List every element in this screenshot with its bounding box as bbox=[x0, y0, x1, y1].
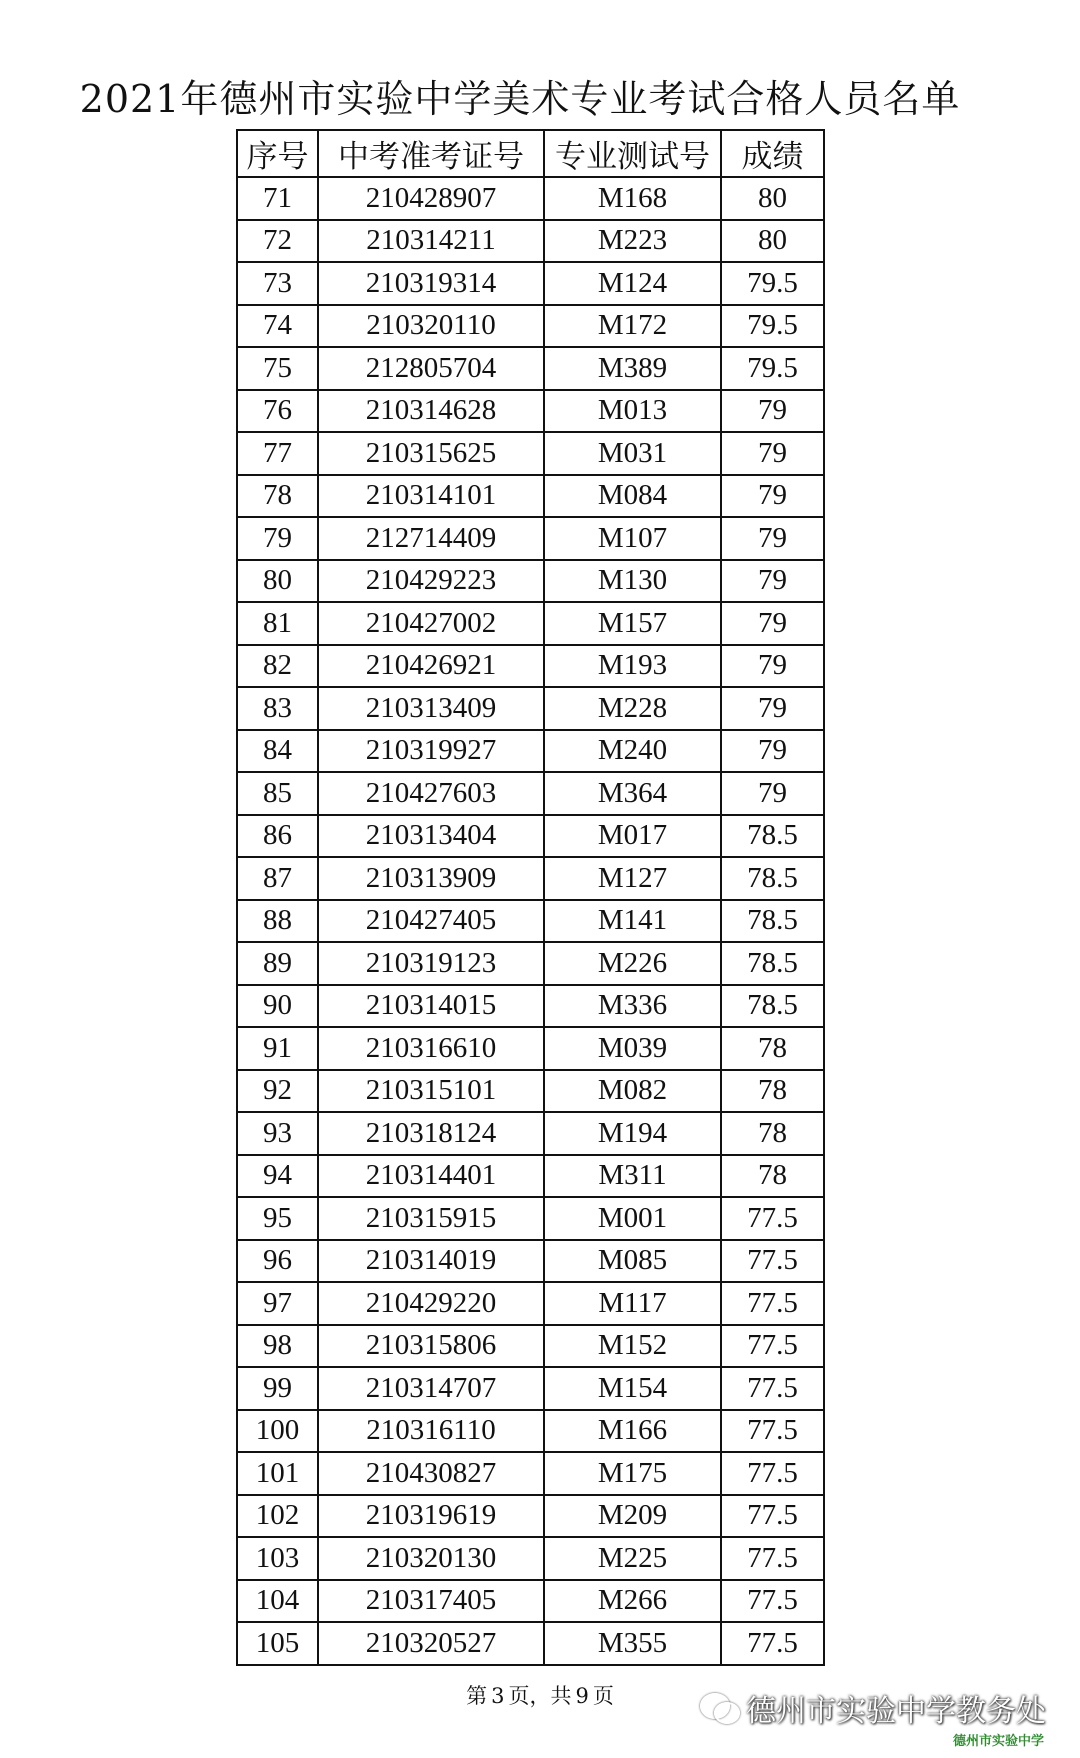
cell-exam-ticket: 210429223 bbox=[318, 560, 544, 603]
cell-exam-ticket: 210427603 bbox=[318, 772, 544, 815]
cell-score: 78.5 bbox=[721, 900, 824, 943]
cell-test-number: M127 bbox=[544, 857, 721, 900]
cell-exam-ticket: 210315806 bbox=[318, 1325, 544, 1368]
cell-test-number: M355 bbox=[544, 1622, 721, 1665]
watermark-text: 德州市实验中学教务处 bbox=[746, 1694, 1046, 1729]
table-row bbox=[237, 1622, 824, 1665]
table-row bbox=[237, 1197, 824, 1240]
cell-test-number: M084 bbox=[544, 475, 721, 518]
cell-test-number: M130 bbox=[544, 560, 721, 603]
table-row bbox=[237, 1580, 824, 1623]
cell-seq: 101 bbox=[237, 1452, 318, 1495]
cell-seq: 83 bbox=[237, 687, 318, 730]
cell-seq: 74 bbox=[237, 305, 318, 348]
cell-score: 77.5 bbox=[721, 1367, 824, 1410]
cell-test-number: M225 bbox=[544, 1537, 721, 1580]
cell-seq: 81 bbox=[237, 602, 318, 645]
cell-exam-ticket: 210316610 bbox=[318, 1027, 544, 1070]
cell-seq: 79 bbox=[237, 517, 318, 560]
cell-exam-ticket: 210319123 bbox=[318, 942, 544, 985]
header-test-number: 专业测试号 bbox=[544, 130, 721, 177]
cell-score: 79 bbox=[721, 560, 824, 603]
cell-seq: 89 bbox=[237, 942, 318, 985]
cell-test-number: M175 bbox=[544, 1452, 721, 1495]
table-row bbox=[237, 985, 824, 1028]
cell-seq: 100 bbox=[237, 1410, 318, 1453]
cell-seq: 93 bbox=[237, 1112, 318, 1155]
cell-test-number: M017 bbox=[544, 815, 721, 858]
cell-exam-ticket: 210313404 bbox=[318, 815, 544, 858]
cell-seq: 104 bbox=[237, 1580, 318, 1623]
cell-score: 79 bbox=[721, 645, 824, 688]
table-row bbox=[237, 1325, 824, 1368]
cell-seq: 75 bbox=[237, 347, 318, 390]
cell-score: 77.5 bbox=[721, 1240, 824, 1283]
cell-seq: 92 bbox=[237, 1070, 318, 1113]
cell-exam-ticket: 210315625 bbox=[318, 432, 544, 475]
cell-exam-ticket: 210319314 bbox=[318, 262, 544, 305]
cell-score: 78 bbox=[721, 1112, 824, 1155]
cell-seq: 72 bbox=[237, 220, 318, 263]
table-row bbox=[237, 220, 824, 263]
cell-test-number: M226 bbox=[544, 942, 721, 985]
cell-test-number: M364 bbox=[544, 772, 721, 815]
cell-exam-ticket: 210319619 bbox=[318, 1495, 544, 1538]
cell-seq: 94 bbox=[237, 1155, 318, 1198]
watermark-subtext: 德州市实验中学 bbox=[952, 1734, 1044, 1749]
cell-test-number: M085 bbox=[544, 1240, 721, 1283]
table-row bbox=[237, 602, 824, 645]
cell-seq: 97 bbox=[237, 1282, 318, 1325]
cell-score: 80 bbox=[721, 177, 824, 220]
total-pages: 9 bbox=[575, 1684, 589, 1708]
cell-score: 79 bbox=[721, 772, 824, 815]
cell-exam-ticket: 210320527 bbox=[318, 1622, 544, 1665]
cell-score: 77.5 bbox=[721, 1622, 824, 1665]
cell-test-number: M311 bbox=[544, 1155, 721, 1198]
cell-score: 79 bbox=[721, 730, 824, 773]
cell-exam-ticket: 210315101 bbox=[318, 1070, 544, 1113]
table-row bbox=[237, 1070, 824, 1113]
table-row bbox=[237, 390, 824, 433]
cell-seq: 77 bbox=[237, 432, 318, 475]
table-body bbox=[237, 177, 824, 1665]
cell-score: 78.5 bbox=[721, 985, 824, 1028]
table-row bbox=[237, 475, 824, 518]
cell-exam-ticket: 210317405 bbox=[318, 1580, 544, 1623]
cell-exam-ticket: 210430827 bbox=[318, 1452, 544, 1495]
cell-seq: 103 bbox=[237, 1537, 318, 1580]
cell-exam-ticket: 210313409 bbox=[318, 687, 544, 730]
cell-test-number: M154 bbox=[544, 1367, 721, 1410]
cell-score: 78.5 bbox=[721, 815, 824, 858]
cell-exam-ticket: 210314628 bbox=[318, 390, 544, 433]
cell-score: 79.5 bbox=[721, 305, 824, 348]
table-row bbox=[237, 772, 824, 815]
cell-seq: 105 bbox=[237, 1622, 318, 1665]
cell-seq: 71 bbox=[237, 177, 318, 220]
cell-test-number: M039 bbox=[544, 1027, 721, 1070]
cell-exam-ticket: 210427405 bbox=[318, 900, 544, 943]
header-seq: 序号 bbox=[237, 130, 318, 177]
cell-score: 77.5 bbox=[721, 1325, 824, 1368]
table-row bbox=[237, 942, 824, 985]
cell-exam-ticket: 210314707 bbox=[318, 1367, 544, 1410]
cell-test-number: M107 bbox=[544, 517, 721, 560]
cell-score: 79 bbox=[721, 390, 824, 433]
table-row bbox=[237, 177, 824, 220]
cell-test-number: M193 bbox=[544, 645, 721, 688]
cell-seq: 84 bbox=[237, 730, 318, 773]
cell-score: 80 bbox=[721, 220, 824, 263]
cell-test-number: M013 bbox=[544, 390, 721, 433]
table-row bbox=[237, 900, 824, 943]
cell-exam-ticket: 210426921 bbox=[318, 645, 544, 688]
cell-seq: 85 bbox=[237, 772, 318, 815]
cell-seq: 98 bbox=[237, 1325, 318, 1368]
cell-score: 79 bbox=[721, 432, 824, 475]
cell-score: 78 bbox=[721, 1070, 824, 1113]
cell-score: 78 bbox=[721, 1027, 824, 1070]
cell-seq: 82 bbox=[237, 645, 318, 688]
table-row bbox=[237, 1240, 824, 1283]
table-header-row bbox=[237, 130, 824, 177]
cell-test-number: M152 bbox=[544, 1325, 721, 1368]
table-row bbox=[237, 645, 824, 688]
cell-test-number: M082 bbox=[544, 1070, 721, 1113]
table-row bbox=[237, 687, 824, 730]
cell-exam-ticket: 210314101 bbox=[318, 475, 544, 518]
header-score: 成绩 bbox=[721, 130, 824, 177]
table-row bbox=[237, 730, 824, 773]
cell-score: 77.5 bbox=[721, 1282, 824, 1325]
cell-exam-ticket: 210427002 bbox=[318, 602, 544, 645]
cell-test-number: M117 bbox=[544, 1282, 721, 1325]
cell-exam-ticket: 210320130 bbox=[318, 1537, 544, 1580]
cell-test-number: M266 bbox=[544, 1580, 721, 1623]
cell-exam-ticket: 210314401 bbox=[318, 1155, 544, 1198]
page-prefix: 第 bbox=[466, 1684, 488, 1708]
cell-test-number: M172 bbox=[544, 305, 721, 348]
cell-exam-ticket: 210319927 bbox=[318, 730, 544, 773]
cell-test-number: M141 bbox=[544, 900, 721, 943]
table-row bbox=[237, 560, 824, 603]
cell-seq: 96 bbox=[237, 1240, 318, 1283]
cell-exam-ticket: 210316110 bbox=[318, 1410, 544, 1453]
table-row bbox=[237, 1367, 824, 1410]
total-suffix: 页 bbox=[592, 1684, 614, 1708]
current-page: 3 bbox=[491, 1684, 505, 1708]
table-row bbox=[237, 1027, 824, 1070]
cell-score: 78 bbox=[721, 1155, 824, 1198]
cell-test-number: M223 bbox=[544, 220, 721, 263]
cell-exam-ticket: 212714409 bbox=[318, 517, 544, 560]
table-row bbox=[237, 857, 824, 900]
table-row bbox=[237, 1410, 824, 1453]
cell-seq: 99 bbox=[237, 1367, 318, 1410]
cell-test-number: M240 bbox=[544, 730, 721, 773]
cell-score: 77.5 bbox=[721, 1410, 824, 1453]
cell-test-number: M166 bbox=[544, 1410, 721, 1453]
table-row bbox=[237, 517, 824, 560]
cell-seq: 80 bbox=[237, 560, 318, 603]
cell-test-number: M168 bbox=[544, 177, 721, 220]
cell-exam-ticket: 210315915 bbox=[318, 1197, 544, 1240]
cell-score: 77.5 bbox=[721, 1197, 824, 1240]
cell-test-number: M209 bbox=[544, 1495, 721, 1538]
table-row bbox=[237, 347, 824, 390]
watermark bbox=[700, 1686, 1046, 1730]
cell-exam-ticket: 210320110 bbox=[318, 305, 544, 348]
cell-seq: 88 bbox=[237, 900, 318, 943]
cell-exam-ticket: 210318124 bbox=[318, 1112, 544, 1155]
cell-score: 79 bbox=[721, 602, 824, 645]
table-row bbox=[237, 305, 824, 348]
page-title: 2021年德州市实验中学美术专业考试合格人员名单 bbox=[79, 77, 961, 121]
cell-score: 79.5 bbox=[721, 347, 824, 390]
cell-test-number: M124 bbox=[544, 262, 721, 305]
cell-score: 78.5 bbox=[721, 942, 824, 985]
cell-seq: 91 bbox=[237, 1027, 318, 1070]
cell-score: 77.5 bbox=[721, 1537, 824, 1580]
table-row bbox=[237, 1495, 824, 1538]
cell-score: 79.5 bbox=[721, 262, 824, 305]
cell-test-number: M194 bbox=[544, 1112, 721, 1155]
cell-exam-ticket: 210313909 bbox=[318, 857, 544, 900]
cell-score: 77.5 bbox=[721, 1580, 824, 1623]
cell-score: 79 bbox=[721, 687, 824, 730]
cell-exam-ticket: 210429220 bbox=[318, 1282, 544, 1325]
cell-exam-ticket: 210314211 bbox=[318, 220, 544, 263]
cell-exam-ticket: 210314015 bbox=[318, 985, 544, 1028]
table-row bbox=[237, 1155, 824, 1198]
cell-seq: 76 bbox=[237, 390, 318, 433]
cell-exam-ticket: 212805704 bbox=[318, 347, 544, 390]
cell-seq: 102 bbox=[237, 1495, 318, 1538]
cell-exam-ticket: 210314019 bbox=[318, 1240, 544, 1283]
cell-test-number: M389 bbox=[544, 347, 721, 390]
table-row bbox=[237, 432, 824, 475]
wechat-icon bbox=[700, 1693, 738, 1723]
table-row bbox=[237, 815, 824, 858]
table-row bbox=[237, 1537, 824, 1580]
table-row bbox=[237, 1282, 824, 1325]
cell-test-number: M031 bbox=[544, 432, 721, 475]
cell-seq: 78 bbox=[237, 475, 318, 518]
cell-seq: 90 bbox=[237, 985, 318, 1028]
table-row bbox=[237, 1112, 824, 1155]
cell-score: 79 bbox=[721, 517, 824, 560]
cell-test-number: M228 bbox=[544, 687, 721, 730]
cell-test-number: M001 bbox=[544, 1197, 721, 1240]
cell-seq: 86 bbox=[237, 815, 318, 858]
cell-test-number: M336 bbox=[544, 985, 721, 1028]
cell-seq: 87 bbox=[237, 857, 318, 900]
page-suffix: 页，共 bbox=[508, 1684, 572, 1708]
results-table bbox=[236, 129, 825, 1666]
cell-score: 77.5 bbox=[721, 1495, 824, 1538]
cell-score: 77.5 bbox=[721, 1452, 824, 1495]
header-exam-ticket: 中考准考证号 bbox=[318, 130, 544, 177]
cell-test-number: M157 bbox=[544, 602, 721, 645]
table-row bbox=[237, 262, 824, 305]
cell-score: 78.5 bbox=[721, 857, 824, 900]
table-row bbox=[237, 1452, 824, 1495]
cell-seq: 95 bbox=[237, 1197, 318, 1240]
cell-score: 79 bbox=[721, 475, 824, 518]
cell-seq: 73 bbox=[237, 262, 318, 305]
cell-exam-ticket: 210428907 bbox=[318, 177, 544, 220]
